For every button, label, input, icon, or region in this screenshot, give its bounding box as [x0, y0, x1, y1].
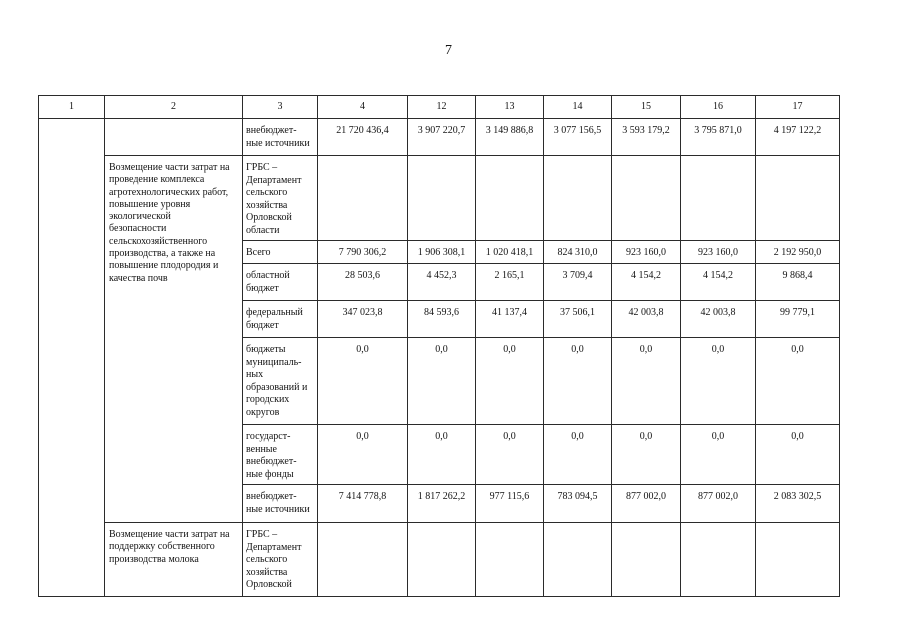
value-cell: [681, 156, 756, 241]
value-cell: 4 154,2: [612, 264, 681, 301]
header-cell: 12: [408, 96, 476, 119]
value-cell: [408, 523, 476, 597]
value-cell: 3 709,4: [544, 264, 612, 301]
header-cell: 2: [105, 96, 243, 119]
value-cell: 977 115,6: [476, 485, 544, 523]
value-cell: [318, 523, 408, 597]
value-cell: 0,0: [318, 338, 408, 425]
value-cell: 84 593,6: [408, 301, 476, 338]
value-cell: 783 094,5: [544, 485, 612, 523]
value-cell: [612, 156, 681, 241]
value-cell: [544, 523, 612, 597]
value-cell: 3 795 871,0: [681, 119, 756, 156]
value-cell: [476, 523, 544, 597]
value-cell: 3 907 220,7: [408, 119, 476, 156]
value-cell: [681, 523, 756, 597]
value-cell: [408, 156, 476, 241]
value-cell: 4 452,3: [408, 264, 476, 301]
value-cell: 0,0: [756, 338, 840, 425]
value-cell: 824 310,0: [544, 241, 612, 264]
measure-description: Возмещение части затрат на проведение комплекса агротехнологических работ, повышение уровня экологической безопасности сельскохозяйственного производства, а также на повышение плодородия и качества почв: [105, 156, 243, 523]
value-cell: 2 083 302,5: [756, 485, 840, 523]
value-cell: 42 003,8: [612, 301, 681, 338]
row-label: Всего: [243, 241, 318, 264]
row-label: областной бюджет: [243, 264, 318, 301]
value-cell: 3 077 156,5: [544, 119, 612, 156]
value-cell: 1 906 308,1: [408, 241, 476, 264]
header-row: [39, 96, 840, 119]
value-cell: [476, 156, 544, 241]
value-cell: 0,0: [544, 338, 612, 425]
value-cell: 0,0: [681, 338, 756, 425]
header-cell: 13: [476, 96, 544, 119]
value-cell: 877 002,0: [681, 485, 756, 523]
row-label: федеральный бюджет: [243, 301, 318, 338]
value-cell: 0,0: [756, 425, 840, 485]
value-cell: 877 002,0: [612, 485, 681, 523]
value-cell: 0,0: [681, 425, 756, 485]
value-cell: [756, 156, 840, 241]
value-cell: 0,0: [476, 425, 544, 485]
value-cell: 2 165,1: [476, 264, 544, 301]
header-cell: 1: [39, 96, 105, 119]
measure-description: Возмещение части затрат на поддержку собственного производства молока: [105, 523, 243, 597]
value-cell: 0,0: [476, 338, 544, 425]
header-cell: 17: [756, 96, 840, 119]
table-row: [39, 523, 840, 597]
header-cell: 16: [681, 96, 756, 119]
header-cell: 14: [544, 96, 612, 119]
value-cell: 1 817 262,2: [408, 485, 476, 523]
value-cell: 3 149 886,8: [476, 119, 544, 156]
value-cell: 4 154,2: [681, 264, 756, 301]
value-cell: 37 506,1: [544, 301, 612, 338]
row-label: государст- венные внебюджет- ные фонды: [243, 425, 318, 485]
value-cell: 0,0: [318, 425, 408, 485]
value-cell: 0,0: [408, 425, 476, 485]
empty-number-cell: [39, 119, 105, 597]
header-cell: 4: [318, 96, 408, 119]
value-cell: 3 593 179,2: [612, 119, 681, 156]
value-cell: 99 779,1: [756, 301, 840, 338]
row-label: бюджеты муниципаль- ных образований и городских округов: [243, 338, 318, 425]
header-cell: 15: [612, 96, 681, 119]
value-cell: 7 790 306,2: [318, 241, 408, 264]
value-cell: 1 020 418,1: [476, 241, 544, 264]
value-cell: 41 137,4: [476, 301, 544, 338]
value-cell: 923 160,0: [612, 241, 681, 264]
row-label: ГРБС – Департамент сельского хозяйства Орловской: [243, 523, 318, 597]
value-cell: 0,0: [612, 338, 681, 425]
empty-measure-cell: [105, 119, 243, 156]
value-cell: [318, 156, 408, 241]
value-cell: 4 197 122,2: [756, 119, 840, 156]
budget-table: [38, 95, 840, 597]
value-cell: 347 023,8: [318, 301, 408, 338]
value-cell: 42 003,8: [681, 301, 756, 338]
table-row: [39, 119, 840, 156]
table-row: [39, 156, 840, 241]
value-cell: [612, 523, 681, 597]
value-cell: 0,0: [612, 425, 681, 485]
row-label: ГРБС – Департамент сельского хозяйства Орловской области: [243, 156, 318, 241]
value-cell: [756, 523, 840, 597]
page-number: 7: [445, 43, 452, 58]
value-cell: [544, 156, 612, 241]
value-cell: 7 414 778,8: [318, 485, 408, 523]
row-label: внебюджет- ные источники: [243, 485, 318, 523]
value-cell: 21 720 436,4: [318, 119, 408, 156]
value-cell: 0,0: [408, 338, 476, 425]
value-cell: 9 868,4: [756, 264, 840, 301]
value-cell: 923 160,0: [681, 241, 756, 264]
header-cell: 3: [243, 96, 318, 119]
value-cell: 0,0: [544, 425, 612, 485]
row-label: внебюджет- ные источники: [243, 119, 318, 156]
value-cell: 28 503,6: [318, 264, 408, 301]
value-cell: 2 192 950,0: [756, 241, 840, 264]
